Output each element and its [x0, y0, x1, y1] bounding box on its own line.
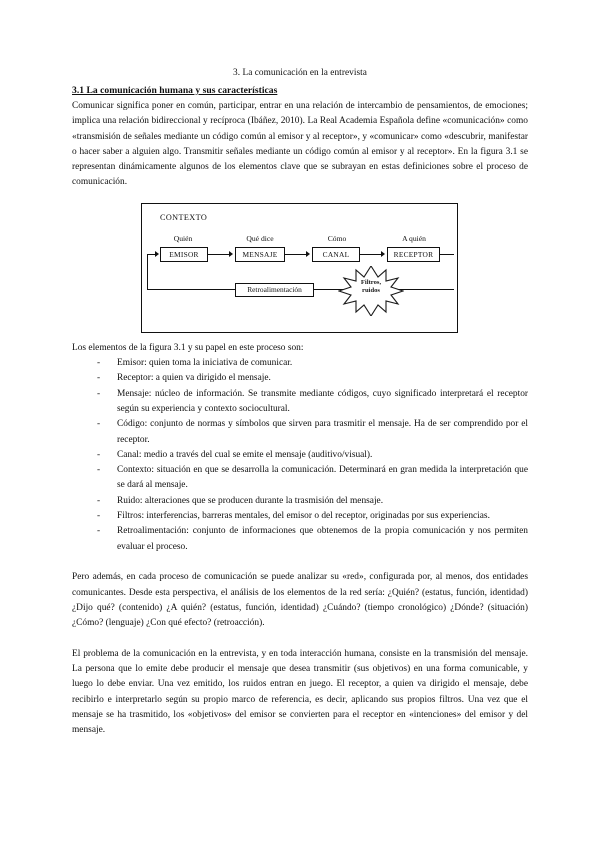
list-item-text: Filtros: interferencias, barreras mentales, del emisor o del receptor, originadas por sus experiencias.	[117, 511, 490, 522]
figure-node-mensaje: MENSAJE	[235, 247, 285, 262]
list-item-text: Código: conjunto de normas y símbolos que sirven para trasmitir el mensaje. Ha de ser comprendido por el receptor.	[117, 419, 528, 445]
list-bullet-marker: -	[97, 449, 101, 460]
figure-node-canal: CANAL	[312, 247, 360, 262]
figure-feedback-horizontal-left	[147, 289, 235, 290]
figure-label-que-dice: Qué dice	[246, 233, 274, 243]
figure-star-label	[338, 279, 404, 295]
list-bullet-marker: -	[97, 526, 101, 537]
list-bullet-marker: -	[97, 358, 101, 369]
document-body	[72, 66, 528, 739]
page-title: 3. La comunicación en la entrevista	[233, 68, 367, 78]
list-item-text: Canal: medio a través del cual se emite el mensaje (auditivo/visual).	[117, 449, 373, 460]
figure-arrowhead-receptor	[381, 251, 385, 257]
list-bullet-marker: -	[97, 495, 101, 506]
list-item	[72, 371, 528, 386]
list-bullet-marker: -	[97, 419, 101, 430]
figure-node-retroalimentacion: Retroalimentación	[235, 283, 314, 297]
list-item	[72, 356, 528, 371]
list-item-text: Contexto: situación en que se desarrolla la comunicación. Determinará en gran medida la interpretación que se dará al mensaje.	[117, 465, 528, 491]
figure-star-filtros-ruidos	[338, 266, 404, 316]
figure-node-receptor: RECEPTOR	[387, 247, 440, 262]
figure-connector-receptor-out	[440, 254, 454, 255]
figure-communication-process	[72, 197, 528, 337]
list-item-text: Mensaje: núcleo de información. Se transmite mediante códigos, cuyo significado interpretará el receptor según su experiencia y contexto sociocultural.	[117, 388, 528, 414]
list-bullet-marker: -	[97, 465, 101, 476]
figure-connector-mensaje-canal	[285, 254, 307, 255]
list-item-text: Receptor: a quien va dirigido el mensaje.	[117, 373, 271, 384]
list-item-text: Ruido: alteraciones que se producen durante la trasmisión del mensaje.	[117, 495, 384, 506]
list-item-text: Emisor: quien toma la iniciativa de comunicar.	[117, 358, 293, 369]
figure-label-como: Cómo	[327, 233, 347, 243]
figure-frame	[141, 203, 458, 333]
figure-node-emisor: EMISOR	[160, 247, 208, 262]
figure-context-label: CONTEXTO	[160, 212, 208, 222]
spacer	[72, 555, 528, 570]
spacer	[72, 631, 528, 646]
list-item	[72, 494, 528, 509]
figure-connector-emisor-mensaje	[208, 254, 230, 255]
figure-star-label-line2: ruidos	[362, 286, 380, 294]
figure-arrowhead-emisor	[155, 251, 159, 257]
figure-arrowhead-mensaje	[229, 251, 233, 257]
list-item	[72, 448, 528, 463]
list-item	[72, 417, 528, 448]
list-item	[72, 524, 528, 555]
figure-label-quien: Quién	[173, 233, 193, 243]
paragraph-intro: Comunicar significa poner en común, participar, entrar en una relación de intercambio de pensamientos, de emociones; implica una relación bidireccional y recíproca (Ibáñez, 2010). La Real Academia Española define «comunicación» como «transmisión de señales mediante un código común al emisor y al receptor», y «comunicar» como «descubrir, manifestar o hacer saber a alguien algo. Transmitir señales mediante un código común al emisor y al receptor». En la figura 3.1 se representan dinámicamente algunos de los elementos clave que se subrayan en estas definiciones sobre el proceso de comunicación.	[72, 101, 528, 188]
section-heading: 3.1 La comunicación humana y sus características	[72, 85, 278, 96]
list-item	[72, 509, 528, 524]
list-item	[72, 387, 528, 418]
figure-label-a-quien: A quién	[402, 233, 426, 243]
list-item-text: Retroalimentación: conjunto de informaciones que obtenemos de la propia comunicación y nos permiten evaluar el proceso.	[117, 526, 528, 552]
paragraph-problema: El problema de la comunicación en la entrevista, y en toda interacción humana, consiste en la transmisión del mensaje. La persona que lo emite debe producir el mensaje que desea transmitir (sus objetivos) en una forma comunicable, y luego lo debe enviar. Una vez emitido, los ruidos entran en juego. El receptor, a quien va dirigido el mensaje, debe recibirlo e interpretarlo según su propio marco de referencia, es decir, aplicando sus propios filtros. Una vez que el mensaje se ha trasmitido, los «objetivos» del emisor se convierten para el receptor en «intenciones» del emisor y del mensaje.	[72, 648, 528, 736]
paragraph-red: Pero además, en cada proceso de comunicación se puede analizar su «red», configurada por, al menos, dos entidades comunicantes. Desde esta perspectiva, el análisis de los elementos de la red sería: ¿Quién? (estatus, función, identidad) ¿Dijo qué? (contenido) ¿A quién? (estatus, función, identidad) ¿Cuándo? (tiempo cronológico) ¿Dónde? (situación) ¿Cómo? (lenguaje) ¿Con qué efecto? (retroacción).	[72, 572, 528, 629]
elements-list	[72, 356, 528, 555]
list-bullet-marker: -	[97, 388, 101, 399]
list-bullet-marker: -	[97, 373, 101, 384]
figure-star-label-line1: Filtros,	[360, 278, 382, 286]
figure-connector-canal-receptor	[360, 254, 382, 255]
list-item	[72, 463, 528, 494]
figure-feedback-vertical	[147, 254, 148, 290]
figure-arrowhead-canal	[306, 251, 310, 257]
list-bullet-marker: -	[97, 511, 101, 522]
list-intro: Los elementos de la figura 3.1 y su papel en este proceso son:	[72, 342, 304, 353]
